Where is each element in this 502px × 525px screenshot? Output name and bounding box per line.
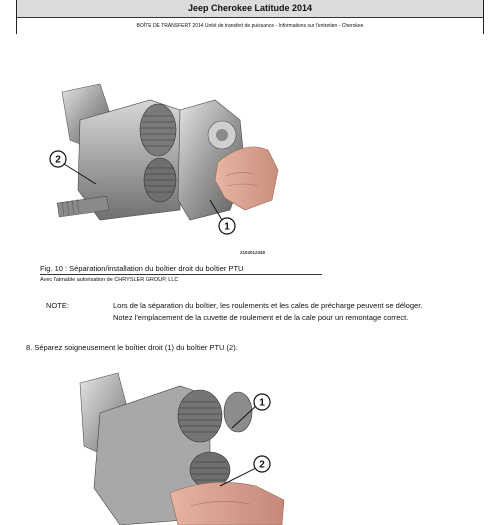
note-text-line-2: Notez l'emplacement de la cuvette de roulement et de la cale pour un remontage correct. xyxy=(113,313,409,322)
ptu-separation-illustration xyxy=(40,80,280,250)
document-header xyxy=(16,0,484,34)
header-subtitle: BOÎTE DE TRANSFERT 2014 Unité de transfert de puissance - Informations sur l'entretien - Cherokee xyxy=(17,18,483,34)
figure-ptu-separation xyxy=(40,80,280,250)
note-label: NOTE: xyxy=(46,301,69,310)
figure2-callout-2: 2 xyxy=(259,459,265,471)
note-text-line-1: Lors de la séparation du boîtier, les roulements et les cales de précharge peuvent se déloger. xyxy=(113,301,423,310)
step-8-instruction: 8. Séparez soigneusement le boîtier droit (1) du boîtier PTU (2). xyxy=(26,343,238,352)
figure1-callout-1: 1 xyxy=(224,221,230,233)
ptu-careful-separation-illustration xyxy=(60,368,290,525)
caption-underline xyxy=(40,274,322,275)
figure1-caption: Fig. 10 : Séparation/installation du boîtier droit du boîtier PTU xyxy=(40,264,244,273)
figure1-credit: Avec l'aimable autorisation de CHRYSLER GROUP, LLC xyxy=(40,277,179,283)
header-title: Jeep Cherokee Latitude 2014 xyxy=(17,0,483,18)
figure1-callout-2: 2 xyxy=(55,154,61,166)
figure-ptu-careful-separation xyxy=(60,368,290,525)
figure1-code: 2103012349 xyxy=(240,250,266,255)
figure2-callout-1: 1 xyxy=(259,397,265,409)
